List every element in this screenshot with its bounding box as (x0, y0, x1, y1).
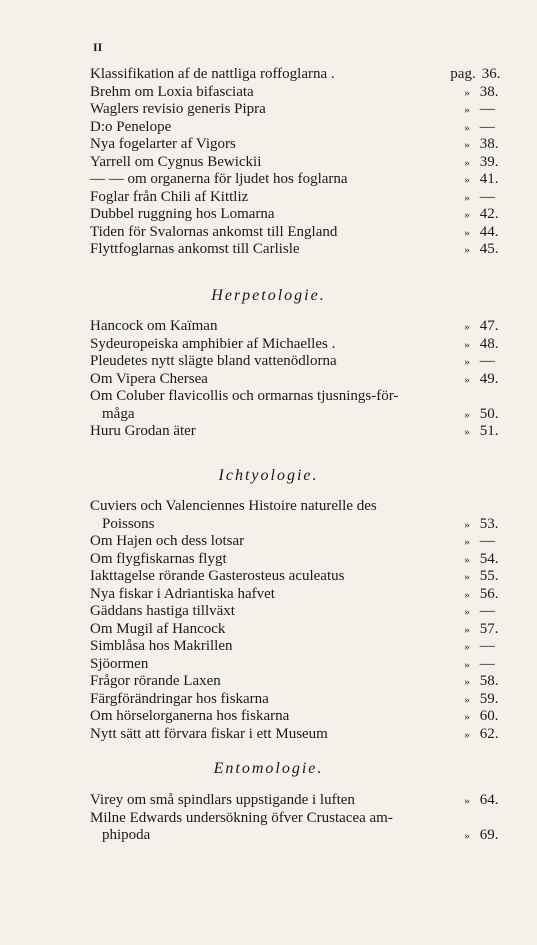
ornithology-entries (90, 66, 510, 259)
toc-entry-title: Om hörselorganerna hos fiskarna (90, 708, 290, 724)
toc-entry-mark: » (464, 104, 470, 116)
toc-entry (90, 353, 510, 371)
toc-entry-page-ref (458, 827, 510, 846)
toc-entry-mark: » (464, 658, 470, 671)
toc-entry-page-number: 60. (476, 708, 499, 724)
toc-entry (90, 810, 510, 828)
toc-entry-mark: » (464, 553, 470, 566)
toc-entry-page-number: 42. (476, 206, 499, 222)
toc-entry-title: Hancock om Kaïman (90, 318, 218, 334)
toc-entry-title: Om Vipera Chersea (90, 370, 208, 387)
toc-entry (90, 101, 510, 119)
toc-entry-page-number: 48. (476, 335, 499, 352)
toc-entry-page-number: 58. (476, 673, 499, 689)
toc-entry-title: Yarrell om Cygnus Bewickii (90, 153, 262, 170)
toc-entry-page-ref (458, 551, 510, 570)
toc-entry-title: Flyttfoglarnas ankomst till Carlisle (90, 241, 300, 257)
toc-entry-title: Nya fiskar i Adriantiska hafvet (90, 585, 275, 602)
toc-entry-page-ref (458, 638, 510, 657)
toc-entry (90, 388, 510, 406)
toc-entry-mark: » (464, 321, 470, 333)
toc-entry-page-ref (458, 171, 510, 190)
toc-entry (90, 206, 510, 224)
toc-entry-page-number: 57. (476, 620, 499, 637)
toc-entry-page-ref (458, 136, 510, 155)
toc-entry-mark: » (464, 711, 470, 723)
toc-entry-mark: » (464, 373, 470, 386)
toc-entry-mark: » (464, 244, 470, 256)
toc-entry-page-ref (458, 533, 510, 552)
toc-entry-page-number: 56. (476, 585, 499, 602)
toc-entry (90, 708, 510, 726)
toc-entry-page-number: — (476, 655, 495, 672)
toc-entry-page-number: — (476, 603, 495, 619)
section-heading-herpetology: Herpetologie. (211, 287, 326, 304)
toc-entry-page-ref (458, 792, 510, 811)
toc-entry (90, 498, 510, 516)
ichthyology-entries (90, 498, 510, 743)
toc-entry-page-number: — (476, 533, 495, 549)
toc-entry-page-ref (458, 119, 510, 138)
toc-entry-title: Sydeuropeiska amphibier af Michaelles . (90, 335, 336, 352)
toc-entry-mark: » (464, 606, 470, 618)
herpetology-entries (90, 318, 510, 441)
toc-entry (90, 603, 510, 621)
toc-entry-page-ref (458, 353, 510, 372)
toc-entry-page-ref (458, 656, 510, 675)
toc-entry-page-ref (458, 423, 510, 442)
toc-entry-title: phipoda (102, 827, 151, 843)
toc-entry (90, 586, 510, 604)
toc-entry-page-number: 59. (476, 690, 499, 707)
toc-entry (90, 336, 510, 354)
toc-entry-mark: » (464, 226, 470, 239)
toc-entry (90, 792, 510, 810)
toc-entry-title: Pleudetes nytt slägte bland vattenödlorna (90, 353, 337, 369)
toc-entry-page-number: 38. (476, 136, 499, 152)
toc-entry-mark: » (464, 830, 470, 842)
toc-entry-page-number: 54. (476, 550, 499, 567)
toc-entry-page-number: 49. (476, 370, 499, 387)
toc-entry-page-number: — (476, 118, 495, 135)
toc-entry-page-number: 64. (476, 792, 499, 808)
toc-entry (90, 691, 510, 709)
toc-entry-page-ref (458, 101, 510, 120)
toc-entry-mark: » (464, 139, 470, 151)
toc-entry (90, 406, 510, 424)
toc-entry-title: Poissons (102, 515, 155, 532)
toc-entry-title: Foglar från Chili af Kittliz (90, 188, 249, 205)
toc-entry-page-number: 45. (476, 241, 499, 257)
toc-entry-page-number: — (476, 353, 495, 369)
toc-entry-title: Klassifikation af de nattliga roffoglarna . (90, 66, 335, 82)
toc-entry-mark: » (464, 426, 470, 438)
toc-entry-page-ref (458, 189, 510, 208)
toc-entry-page-number: 36. (478, 66, 501, 82)
toc-entry-title: Brehm om Loxia bifasciata (90, 83, 254, 100)
toc-entry-title: — — om organerna för ljudet hos foglarna (90, 171, 348, 187)
toc-entry (90, 621, 510, 639)
toc-entry-page-number: 39. (476, 153, 499, 170)
toc-entry-page-number: 55. (476, 568, 499, 584)
toc-entry-mark: » (464, 121, 470, 134)
toc-entry-page-number: — (476, 638, 495, 654)
toc-entry-mark: » (464, 536, 470, 548)
toc-entry-page-ref (458, 708, 510, 727)
toc-entry-title: Om flygfiskarnas flygt (90, 550, 227, 567)
toc-entry-mark: » (464, 209, 470, 221)
entomology-entries (90, 792, 510, 845)
toc-entry (90, 656, 510, 674)
toc-entry-mark: » (464, 571, 470, 583)
toc-entry-mark: » (464, 795, 470, 807)
toc-entry-mark: pag. (450, 66, 476, 82)
toc-entry (90, 154, 510, 172)
page-number: II (93, 40, 103, 54)
toc-entry (90, 171, 510, 189)
toc-entry-page-ref (458, 691, 510, 710)
toc-entry-page-number: 38. (476, 83, 499, 100)
toc-entry (90, 551, 510, 569)
toc-entry-mark: » (464, 693, 470, 706)
toc-entry-mark: » (464, 408, 470, 421)
toc-entry-mark: » (464, 641, 470, 653)
toc-entry-mark: » (464, 356, 470, 368)
toc-entry-title: Cuviers och Valenciennes Histoire naturelle des (90, 498, 377, 514)
toc-entry-page-ref (458, 371, 510, 390)
toc-entry-title: Färgförändringar hos fiskarna (90, 690, 269, 707)
toc-entry-page-ref (458, 603, 510, 622)
toc-entry (90, 241, 510, 259)
toc-entry-page-ref (458, 568, 510, 587)
toc-entry-title: Dubbel ruggning hos Lomarna (90, 206, 275, 222)
toc-entry (90, 371, 510, 389)
toc-entry-title: Gäddans hastiga tillväxt (90, 603, 235, 619)
toc-entry-page-ref (458, 621, 510, 640)
toc-entry (90, 568, 510, 586)
toc-entry-page-ref (458, 726, 510, 745)
toc-entry (90, 189, 510, 207)
toc-entry-title: Om Mugil af Hancock (90, 620, 226, 637)
toc-entry-mark: » (464, 623, 470, 636)
toc-entry-page-ref (458, 84, 510, 103)
toc-entry (90, 638, 510, 656)
toc-entry-page-number: — (476, 101, 495, 117)
toc-entry-page-number: 50. (476, 405, 499, 422)
toc-entry-mark: » (464, 676, 470, 688)
toc-entry-page-number: 47. (476, 318, 499, 334)
toc-entry-page-number: 51. (476, 423, 499, 439)
toc-entry-title: Milne Edwards undersökning öfver Crustacea am- (90, 809, 393, 826)
section-heading-ichthyology: Ichtyologie. (218, 467, 319, 484)
toc-entry-title: Sjöormen (90, 655, 149, 672)
toc-entry-page-ref (458, 406, 510, 425)
toc-entry-mark: » (464, 338, 470, 351)
toc-entry-title: Virey om små spindlars uppstigande i luften (90, 792, 355, 808)
toc-entry (90, 673, 510, 691)
toc-entry-mark: » (464, 518, 470, 531)
toc-entry (90, 224, 510, 242)
toc-entry-page-ref (458, 336, 510, 355)
toc-entry-page-ref (458, 318, 510, 337)
toc-entry-page-ref (448, 66, 510, 84)
toc-entry-page-number: 53. (476, 515, 499, 532)
toc-entry-title: Iakttagelse rörande Gasterosteus aculeatus (90, 568, 345, 584)
toc-entry-page-ref (458, 241, 510, 260)
toc-entry-title: Om Hajen och dess lotsar (90, 533, 245, 549)
section-heading-entomology: Entomologie. (213, 760, 324, 777)
toc-entry-title: Simblåsa hos Makrillen (90, 638, 233, 654)
toc-entry (90, 516, 510, 534)
toc-entry (90, 726, 510, 744)
toc-entry (90, 84, 510, 102)
toc-entry-page-number: 44. (476, 223, 499, 240)
toc-entry-title: Nya fogelarter af Vigors (90, 136, 236, 152)
toc-entry-page-ref (458, 586, 510, 605)
toc-entry-title: Waglers revisio generis Pipra (90, 101, 266, 117)
toc-entry (90, 318, 510, 336)
toc-entry (90, 136, 510, 154)
toc-entry (90, 533, 510, 551)
toc-entry-title: Frågor rörande Laxen (90, 673, 221, 689)
toc-entry-mark: » (464, 728, 470, 741)
toc-entry-title: Huru Grodan äter (90, 423, 196, 439)
toc-entry-mark: » (464, 588, 470, 601)
toc-entry-page-ref (458, 516, 510, 535)
toc-entry-page-ref (458, 206, 510, 225)
toc-entry-mark: » (464, 191, 470, 204)
toc-entry (90, 119, 510, 137)
toc-entry-title: Tiden för Svalornas ankomst till England (90, 223, 338, 240)
toc-entry-page-number: 41. (476, 171, 499, 187)
toc-entry (90, 423, 510, 441)
toc-entry-page-number: — (476, 188, 495, 205)
toc-entry-title: Om Coluber flavicollis och ormarnas tjusnings-för- (90, 388, 399, 404)
toc-entry-title: måga (102, 405, 135, 422)
toc-entry-page-ref (458, 224, 510, 243)
toc-entry-page-ref (458, 154, 510, 173)
toc-entry-page-number: 62. (476, 725, 499, 742)
toc-entry (90, 66, 510, 84)
toc-entry-title: Nytt sätt att förvara fiskar i ett Museum (90, 725, 328, 742)
toc-entry-mark: » (464, 86, 470, 99)
toc-entry (90, 827, 510, 845)
toc-entry-mark: » (464, 174, 470, 186)
toc-entry-page-ref (458, 673, 510, 692)
toc-entry-mark: » (464, 156, 470, 169)
toc-entry-title: D:o Penelope (90, 118, 172, 135)
toc-entry-page-number: 69. (476, 827, 499, 843)
